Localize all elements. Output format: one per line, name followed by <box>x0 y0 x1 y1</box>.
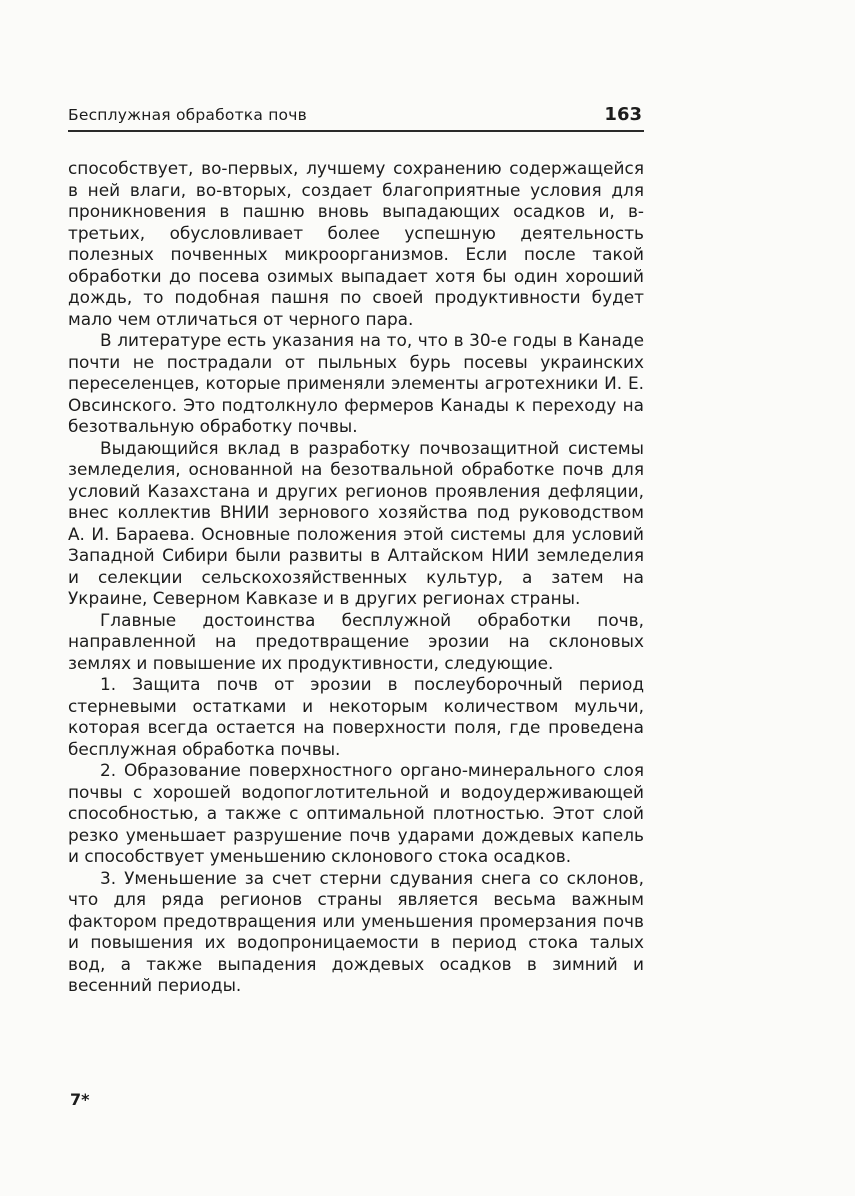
running-title: Бесплужная обработка почв <box>68 106 307 124</box>
list-item: 3. Уменьшение за счет стерни сдувания снега со склонов, что для ряда регионов страны является весьма важным фактором предотвращения или уменьшения промерзания почв и повышения их водопроницаемости в период стока талых вод, а также выпадения дождевых осадков в зимний и весенний периоды. <box>68 867 644 995</box>
list-item: 2. Образование поверхностного органо-минерального слоя почвы с хорошей водопоглотительной и водоудерживающей способностью, а также с оптимальной плотностью. Этот слой резко уменьшает разрушение почв ударами дождевых капель и способствует уменьшению склонового стока осадков. <box>68 760 644 866</box>
page-number: 163 <box>604 104 642 125</box>
paragraph: Главные достоинства бесплужной обработки почв, направленной на предотвращение эрозии на склоновых землях и повышение их продуктивности, следующие. <box>68 609 644 673</box>
page-header <box>68 104 644 132</box>
paragraph: В литературе есть указания на то, что в 30-е годы в Канаде почти не пострадали от пыльных бурь посевы украинских переселенцев, которые применяли элементы агротехники И. Е. Овсинского. Это подтолкнуло фермеров Канады к переходу на безотвальную обработку почвы. <box>68 330 644 436</box>
signature-mark: 7* <box>70 1090 90 1109</box>
list-item: 1. Защита почв от эрозии в послеуборочный период стерневыми остатками и некоторым количеством мульчи, которая всегда остается на поверхности поля, где проведена бесплужная обработка почвы. <box>68 674 644 759</box>
paragraph: Выдающийся вклад в разработку почвозащитной системы земледелия, основанной на безотвальной обработке почв для условий Казахстана и других регионов проявления дефляции, внес коллектив ВНИИ зернового хозяйства под руководством А. И. Бараева. Основные положения этой системы для условий Западной Сибири были развиты в Алтайском НИИ земледелия и селекции сельскохозяйственных культур, а затем на Украине, Северном Кавказе и в других регионах страны. <box>68 437 644 608</box>
body-text <box>68 158 644 997</box>
paragraph: способствует, во-первых, лучшему сохранению содержащейся в ней влаги, во-вторых, создает благоприятные условия для проникновения в пашню вновь выпадающих осадков и, в-третьих, обусловливает более успешную деятельность полезных почвенных микроорганизмов. Если после такой обработки до посева озимых выпадает хотя бы один хороший дождь, то подобная пашня по своей продуктивности будет мало чем отличаться от черного пара. <box>68 158 644 329</box>
